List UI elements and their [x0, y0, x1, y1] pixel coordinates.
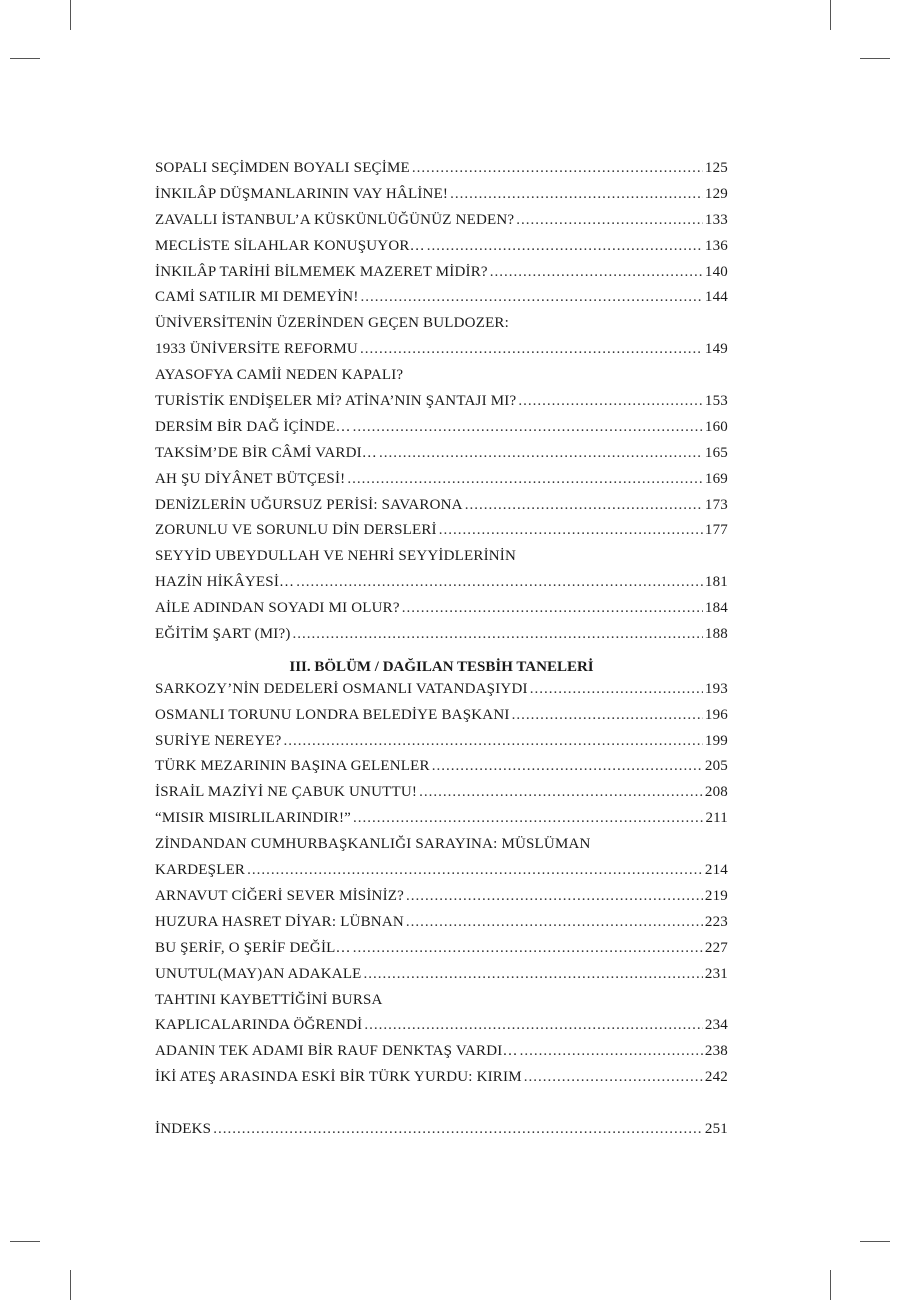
toc-entry[interactable]: [155, 992, 728, 1018]
toc-entry-page: 208: [704, 784, 728, 801]
leader-dots: [412, 160, 703, 177]
toc-entry[interactable]: [155, 681, 728, 707]
leader-dots: [465, 497, 703, 514]
toc-entry[interactable]: [155, 212, 728, 238]
toc-entry[interactable]: [155, 497, 728, 523]
toc-entry[interactable]: [155, 367, 728, 393]
leader-dots: [516, 212, 703, 229]
leader-dots: [293, 626, 703, 643]
crop-mark-bottom-left: [70, 1270, 71, 1300]
part-3-heading: III. BÖLÜM / DAĞILAN TESBİH TANELERİ: [289, 658, 594, 675]
crop-mark-top-right: [830, 0, 831, 30]
toc-entry-title: SURİYE NEREYE?: [155, 732, 282, 749]
toc-entry-title: İNDEKS: [155, 1121, 212, 1138]
toc-entry-title: ZİNDANDAN CUMHURBAŞKANLIĞI SARAYINA: MÜSLÜMAN: [155, 836, 591, 853]
toc-entry[interactable]: [155, 758, 728, 784]
toc-entry-page: 125: [704, 160, 728, 176]
toc-entry-page: 196: [704, 706, 728, 723]
toc-entry-page: 153: [704, 393, 728, 410]
toc-entry-title: TAHTINI KAYBETTİĞİNİ BURSA: [155, 991, 383, 1008]
leader-dots: [364, 1017, 703, 1034]
toc-entry-page: 173: [704, 496, 728, 513]
leader-dots: [247, 862, 703, 879]
toc-entry-title: TÜRK MEZARININ BAŞINA GELENLER: [155, 758, 430, 775]
toc-entry[interactable]: [155, 1069, 728, 1095]
toc-entry[interactable]: [155, 626, 728, 652]
toc-entry-page: 169: [704, 470, 728, 487]
toc-entry[interactable]: [155, 186, 728, 212]
toc-entry[interactable]: [155, 160, 728, 186]
toc-entry-title: AH ŞU DİYÂNET BÜTÇESİ!: [155, 470, 346, 487]
leader-dots: [524, 1069, 703, 1086]
leader-dots: [284, 733, 703, 750]
toc-entry-title: UNUTUL(MAY)AN ADAKALE: [155, 965, 362, 982]
toc-entry-page: 223: [704, 913, 728, 930]
leader-dots: [427, 238, 703, 255]
toc-entry-title: KARDEŞLER: [155, 862, 246, 879]
leader-dots: [379, 445, 703, 462]
toc-entry-title: ARNAVUT CİĞERİ SEVER MİSİNİZ?: [155, 887, 404, 904]
leader-dots: [406, 914, 703, 931]
leader-dots: [439, 522, 703, 539]
leader-dots: [296, 574, 703, 591]
toc-entry-title: ZAVALLI İSTANBUL’A KÜSKÜNLÜĞÜNÜZ NEDEN?: [155, 211, 515, 228]
toc-entry-page: 149: [704, 341, 728, 358]
toc-entry-page: 205: [704, 758, 728, 775]
toc-entry[interactable]: [155, 315, 728, 341]
toc-entry-index[interactable]: [155, 1121, 728, 1147]
toc-entry[interactable]: [155, 445, 728, 471]
leader-dots: [518, 393, 703, 410]
crop-mark-bottom-right: [830, 1270, 831, 1300]
toc-entry-page: 193: [704, 680, 728, 697]
leader-dots: [361, 289, 703, 306]
crop-mark-right-top: [860, 58, 890, 59]
toc-entry-title: CAMİ SATILIR MI DEMEYİN!: [155, 289, 359, 306]
toc-entry-page: 165: [704, 444, 728, 461]
toc-part-3-entries: [155, 681, 728, 1095]
toc-entry-title: DERSİM BİR DAĞ İÇİNDE…: [155, 418, 351, 435]
toc-entry-title: KAPLICALARINDA ÖĞRENDİ: [155, 1017, 363, 1034]
toc-entry[interactable]: [155, 836, 728, 862]
toc-entry-title: 1933 ÜNİVERSİTE REFORMU: [155, 341, 358, 358]
toc-entry[interactable]: [155, 548, 728, 574]
toc-entry-title: SARKOZY’NİN DEDELERİ OSMANLI VATANDAŞIYDI: [155, 680, 528, 697]
toc-entry-page: 184: [704, 600, 728, 617]
toc-entry-page: 231: [704, 965, 728, 982]
toc-entry-page: 188: [704, 626, 728, 643]
toc-entry[interactable]: [155, 888, 728, 914]
leader-dots: [450, 186, 703, 203]
toc-entry[interactable]: [155, 238, 728, 264]
toc-entry[interactable]: [155, 289, 728, 315]
leader-dots: [432, 758, 703, 775]
toc-entry-page: 199: [704, 732, 728, 749]
leader-dots: [419, 784, 703, 801]
toc-entry-title: EĞİTİM ŞART (MI?): [155, 626, 291, 643]
toc-entry-title: SOPALI SEÇİMDEN BOYALI SEÇİME: [155, 160, 410, 176]
toc-entry-page: 160: [704, 418, 728, 435]
toc-entry-title: İNKILÂP TARİHİ BİLMEMEK MAZERET MİDİR?: [155, 263, 488, 280]
crop-mark-right-bottom: [860, 1241, 890, 1242]
toc-entry-page: 234: [704, 1017, 728, 1034]
toc-entry-title: İSRAİL MAZİYİ NE ÇABUK UNUTTU!: [155, 784, 418, 801]
toc-entry-page: 211: [705, 810, 728, 827]
toc-entry-title: ADANIN TEK ADAMI BİR RAUF DENKTAŞ VARDI…: [155, 1043, 518, 1060]
leader-dots: [490, 264, 703, 281]
crop-mark-top-left: [70, 0, 71, 30]
toc-entry[interactable]: [155, 914, 728, 940]
toc-entry-title: HAZİN HİKÂYESİ…: [155, 574, 295, 591]
toc-entry[interactable]: [155, 966, 728, 992]
leader-dots: [360, 341, 703, 358]
toc-entry-title: ZORUNLU VE SORUNLU DİN DERSLERİ: [155, 522, 437, 539]
toc-entry-page: 140: [704, 263, 728, 280]
spacer: [155, 1095, 728, 1121]
toc-entry[interactable]: [155, 393, 728, 419]
toc-entry[interactable]: [155, 784, 728, 810]
toc-entry[interactable]: [155, 264, 728, 290]
toc-entry[interactable]: [155, 707, 728, 733]
toc-entry-page: 136: [704, 237, 728, 254]
toc-entry[interactable]: [155, 574, 728, 600]
toc-entry[interactable]: [155, 419, 728, 445]
toc-entry-title: TAKSİM’DE BİR CÂMİ VARDI…: [155, 444, 378, 461]
toc-entry[interactable]: [155, 522, 728, 548]
toc-entry[interactable]: [155, 341, 728, 367]
toc-entry-title: MECLİSTE SİLAHLAR KONUŞUYOR…: [155, 237, 425, 254]
toc-entry[interactable]: [155, 1017, 728, 1043]
leader-dots: [512, 707, 703, 724]
toc-entry-title: İNKILÂP DÜŞMANLARININ VAY HÂLİNE!: [155, 185, 449, 202]
leader-dots: [353, 810, 703, 827]
toc-entry-page: 227: [704, 939, 728, 956]
toc-entry-page: 181: [704, 574, 728, 591]
toc-entry-page: 242: [704, 1069, 728, 1086]
toc-entry-title: BU ŞERİF, O ŞERİF DEĞİL…: [155, 939, 351, 956]
leader-dots: [213, 1121, 703, 1138]
toc-entry-title: İKİ ATEŞ ARASINDA ESKİ BİR TÜRK YURDU: KIRIM: [155, 1069, 522, 1086]
toc-entry-title: SEYYİD UBEYDULLAH VE NEHRİ SEYYİDLERİNİN: [155, 548, 517, 565]
toc-entry-title: DENİZLERİN UĞURSUZ PERİSİ: SAVARONA: [155, 496, 463, 513]
toc-entry[interactable]: [155, 471, 728, 497]
leader-dots: [364, 966, 703, 983]
toc-entry-page: 219: [704, 887, 728, 904]
leader-dots: [353, 419, 703, 436]
toc-entry-title: AİLE ADINDAN SOYADI MI OLUR?: [155, 600, 400, 617]
toc-entry-title: TURİSTİK ENDİŞELER Mİ? ATİNA’NIN ŞANTAJI MI?: [155, 393, 517, 410]
leader-dots: [520, 1043, 703, 1060]
leader-dots: [353, 940, 703, 957]
toc-entry[interactable]: [155, 733, 728, 759]
toc-entry-page: 144: [704, 289, 728, 306]
leader-dots: [402, 600, 703, 617]
toc-entry[interactable]: [155, 600, 728, 626]
crop-mark-left-bottom: [10, 1241, 40, 1242]
toc-entry-title: “MISIR MISIRLILARINDIR!”: [155, 810, 352, 827]
toc-entry-page: 251: [704, 1121, 728, 1138]
toc-entry[interactable]: [155, 810, 728, 836]
toc-entry[interactable]: [155, 1043, 728, 1069]
table-of-contents: [155, 160, 728, 1147]
leader-dots: [530, 681, 703, 698]
toc-entry-title: ÜNİVERSİTENİN ÜZERİNDEN GEÇEN BULDOZER:: [155, 315, 510, 332]
toc-entry-title: HUZURA HASRET DİYAR: LÜBNAN: [155, 913, 404, 930]
leader-dots: [347, 471, 703, 488]
toc-entry[interactable]: [155, 862, 728, 888]
leader-dots: [406, 888, 703, 905]
toc-entry-title: AYASOFYA CAMİİ NEDEN KAPALI?: [155, 367, 404, 384]
toc-part-2-entries: [155, 160, 728, 652]
toc-entry-page: 238: [704, 1043, 728, 1060]
toc-entry-title: OSMANLI TORUNU LONDRA BELEDİYE BAŞKANI: [155, 706, 510, 723]
crop-mark-left-top: [10, 58, 40, 59]
toc-entry[interactable]: [155, 940, 728, 966]
toc-entry-page: 177: [704, 522, 728, 539]
toc-entry-page: 214: [704, 862, 728, 879]
toc-entry-page: 133: [704, 211, 728, 228]
toc-entry-page: 129: [704, 185, 728, 202]
